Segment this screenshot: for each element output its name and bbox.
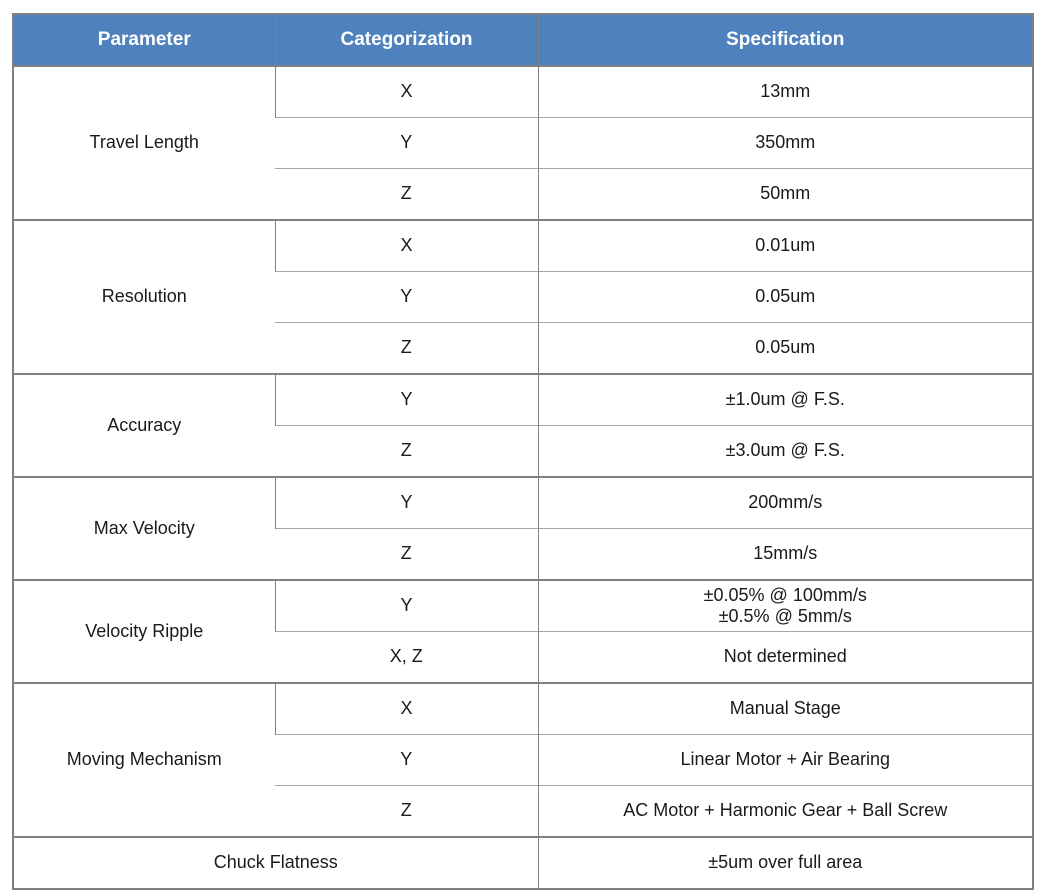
categorization-cell: Y (275, 118, 538, 169)
specification-cell: 350mm (538, 118, 1033, 169)
specification-cell: 0.05um (538, 323, 1033, 375)
table-header (13, 14, 1033, 66)
specification-cell: 50mm (538, 169, 1033, 221)
specification-cell: ±3.0um @ F.S. (538, 426, 1033, 478)
parameter-cell: Accuracy (13, 374, 275, 477)
categorization-cell: Z (275, 529, 538, 581)
categorization-cell: Y (275, 272, 538, 323)
categorization-cell: X, Z (275, 632, 538, 684)
parameter-cell: Velocity Ripple (13, 580, 275, 683)
categorization-cell: Z (275, 786, 538, 838)
specification-cell: 200mm/s (538, 477, 1033, 529)
table-row (13, 477, 1033, 529)
categorization-cell: Z (275, 169, 538, 221)
specification-line: ±0.05% @ 100mm/s (703, 584, 867, 605)
table-row (13, 66, 1033, 118)
categorization-cell: X (275, 683, 538, 735)
spec-table-container (12, 13, 1034, 890)
categorization-cell: X (275, 220, 538, 272)
table-row (13, 580, 1033, 632)
specification-table (12, 13, 1034, 890)
categorization-cell: Y (275, 580, 538, 632)
categorization-cell: Y (275, 735, 538, 786)
table-row-footer (13, 837, 1033, 889)
categorization-cell: Y (275, 374, 538, 426)
specification-line: ±0.5% @ 5mm/s (718, 606, 852, 626)
specification-cell: 15mm/s (538, 529, 1033, 581)
categorization-cell: Z (275, 426, 538, 478)
specification-cell (538, 580, 1033, 632)
specification-cell: Manual Stage (538, 683, 1033, 735)
specification-cell: 13mm (538, 66, 1033, 118)
column-header: Parameter (13, 14, 275, 66)
specification-cell: Not determined (538, 632, 1033, 684)
footer-parameter-cell: Chuck Flatness (13, 837, 538, 889)
table-row (13, 374, 1033, 426)
categorization-cell: X (275, 66, 538, 118)
table-row (13, 220, 1033, 272)
footer-specification-cell: ±5um over full area (538, 837, 1033, 889)
specification-cell: 0.01um (538, 220, 1033, 272)
categorization-cell: Y (275, 477, 538, 529)
table-row (13, 683, 1033, 735)
specification-cell: 0.05um (538, 272, 1033, 323)
table-body (13, 66, 1033, 889)
column-header: Categorization (275, 14, 538, 66)
parameter-cell: Moving Mechanism (13, 683, 275, 837)
categorization-cell: Z (275, 323, 538, 375)
specification-cell: Linear Motor + Air Bearing (538, 735, 1033, 786)
specification-cell: ±1.0um @ F.S. (538, 374, 1033, 426)
column-header: Specification (538, 14, 1033, 66)
parameter-cell: Travel Length (13, 66, 275, 220)
header-row (13, 14, 1033, 66)
specification-cell: AC Motor + Harmonic Gear + Ball Screw (538, 786, 1033, 838)
parameter-cell: Max Velocity (13, 477, 275, 580)
parameter-cell: Resolution (13, 220, 275, 374)
